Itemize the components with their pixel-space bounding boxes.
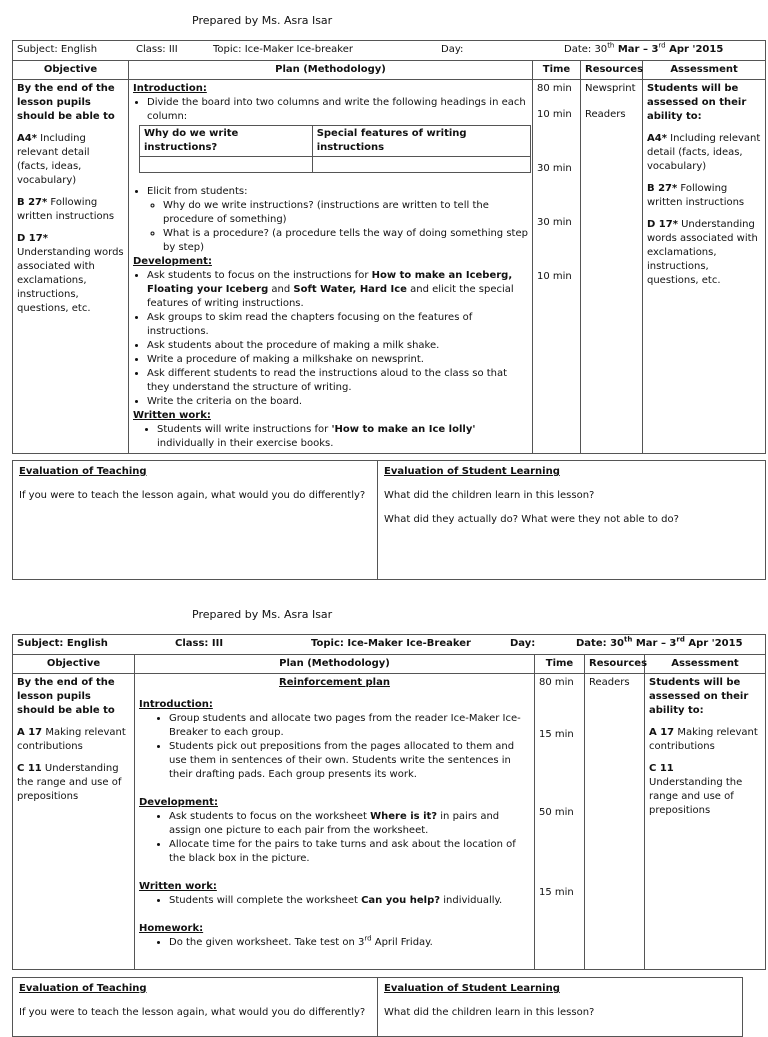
objective-cell [13,80,129,454]
col-assessment: Assessment [645,655,766,674]
time-value: 10 min [537,271,572,282]
time-cell [535,674,585,970]
topic-label: Topic: Ice-Maker Ice-breaker [213,44,353,55]
list-item: • Group students and allocate two pages from the reader Ice-Maker Ice-Breaker to each group. [169,712,530,740]
evaluation-teaching-question: If you were to teach the lesson again, what would you do differently? [19,1007,366,1018]
section-heading: Written work: [133,410,211,421]
class-label: Class: III [175,638,224,649]
time-value: 30 min [537,217,572,228]
subject-label: Subject: English [17,44,98,55]
col-resources: Resources [581,61,643,80]
date-label: Date: 30th Mar – 3rd Apr '2015 [564,41,724,55]
col-time: Time [535,655,585,674]
col-plan: Plan (Methodology) [135,655,535,674]
objective-cell [13,674,135,970]
col-objective: Objective [13,655,135,674]
day-label: Day: [441,44,464,55]
list-item: • Students pick out prepositions from the pages allocated to them and use them in sentences of their own. Students write the sentences in their drafting pads. Each group presents its work. [169,740,530,782]
list-item: • Ask students to focus on the worksheet Where is it? in pairs and assign one picture to each pair from the worksheet. [169,810,530,838]
time-value: 80 min [537,83,572,94]
col-assessment: Assessment [643,61,766,80]
time-value: 10 min [537,109,572,120]
evaluation-teaching-title: Evaluation of Teaching [19,983,147,994]
list-item: • Ask students about the procedure of making a milk shake. [147,339,528,353]
heading-why: Why do we write instructions? [140,126,313,157]
heading-features: Special features of writing instructions [312,126,530,157]
time-value: 15 min [539,887,574,898]
plan-title: Reinforcement plan [279,677,390,688]
prepared-by-1: Prepared by Ms. Asra Isar [192,14,333,27]
objective-item: B 27* Following written instructions [17,197,115,222]
class-label: Class: III [136,44,178,55]
list-item: • Write a procedure of making a milkshake on newsprint. [147,353,528,367]
list-item: • Ask students to focus on the instructions for How to make an Iceberg, Floating your Iceberg and Soft Water, Hard Ice and elicit the special features of writing instructions. [147,269,528,311]
col-plan: Plan (Methodology) [129,61,533,80]
assessment-intro: Students will be assessed on their ability to: [647,83,747,122]
objective-intro: By the end of the lesson pupils should be able to [17,83,115,122]
column-header-row [13,61,766,80]
assessment-item: C 11 Understanding the range and use of prepositions [649,763,743,816]
objective-item: A4* Including relevant detail (facts, ideas, vocabulary) [17,133,90,186]
assessment-cell [645,674,766,970]
list-item: ◦ Why do we write instructions? (instructions are written to tell the procedure of something) [163,199,528,227]
evaluation-teaching-title: Evaluation of Teaching [19,466,147,477]
lesson-body-row [13,80,766,454]
resources-cell [581,80,643,454]
section-heading: Introduction: [139,699,213,710]
time-value: 15 min [539,729,574,740]
list-item: • Allocate time for the pairs to take turns and ask about the location of the black box in the picture. [169,838,530,866]
time-value: 50 min [539,807,574,818]
evaluation-table-1 [12,460,766,580]
section-heading: Homework: [139,923,204,934]
date-label: Date: 30th Mar – 3rd Apr '2015 [576,635,743,649]
evaluation-learning-title: Evaluation of Student Learning [384,466,560,477]
objective-item: A 17 Making relevant contributions [17,727,126,752]
instruction-headings-table [139,125,531,173]
list-item: • Students will complete the worksheet Can you help? individually. [169,894,530,908]
assessment-cell [643,80,766,454]
evaluation-learning-question: What did the children learn in this lesson? [384,490,595,501]
resources-cell [585,674,645,970]
time-cell [533,80,581,454]
evaluation-teaching-question: If you were to teach the lesson again, what would you do differently? [19,490,366,501]
section-heading: Development: [139,797,218,808]
topic-label: Topic: Ice-Maker Ice-Breaker [311,638,471,649]
section-heading: Written work: [139,881,217,892]
day-label: Day: [510,638,536,649]
assessment-item: B 27* Following written instructions [647,183,745,208]
resource-item: Newsprint [585,83,636,94]
list-item: • Ask groups to skim read the chapters focusing on the features of instructions. [147,311,528,339]
plan-cell [135,674,535,970]
time-value: 80 min [539,677,574,688]
objective-item: C 11 Understanding the range and use of prepositions [17,763,122,802]
assessment-item: D 17* Understanding words associated with exclamations, instructions, questions, etc. [647,219,758,286]
evaluation-learning-title: Evaluation of Student Learning [384,983,560,994]
section-heading: Development: [133,256,212,267]
assessment-item: A4* Including relevant detail (facts, ideas, vocabulary) [647,133,761,172]
list-item: • Students will write instructions for 'How to make an Ice lolly' individually in their exercise books. [157,423,528,451]
evaluation-teaching [13,461,378,580]
resource-item: Readers [585,109,626,120]
lesson-plan-table-2 [12,634,766,970]
lesson-body-row [13,674,766,970]
lesson-header-row [13,635,766,655]
col-time: Time [533,61,581,80]
list-item: • Elicit from students: [147,185,528,199]
objective-item: D 17* Understanding words associated with exclamations, instructions, questions, etc. [17,233,124,314]
assessment-item: A 17 Making relevant contributions [649,727,758,752]
lesson-header-row [13,41,766,61]
time-value: 30 min [537,163,572,174]
col-objective: Objective [13,61,129,80]
evaluation-teaching [13,978,378,1037]
list-item: • Write the criteria on the board. [147,395,528,409]
col-resources: Resources [585,655,645,674]
plan-cell [129,80,533,454]
evaluation-table-2 [12,977,743,1037]
section-heading: Introduction: [133,83,207,94]
list-item: • Do the given worksheet. Take test on 3rd April Friday. [169,936,530,950]
evaluation-learning [378,978,743,1037]
resource-item: Readers [589,677,630,688]
objective-intro: By the end of the lesson pupils should be able to [17,677,115,716]
column-header-row [13,655,766,674]
subject-label: Subject: English [17,638,108,649]
list-item: • Ask different students to read the instructions aloud to the class so that they understand the structure of writing. [147,367,528,395]
list-item: • Divide the board into two columns and write the following headings in each column: [147,96,528,124]
assessment-intro: Students will be assessed on their ability to: [649,677,749,716]
prepared-by-2: Prepared by Ms. Asra Isar [192,608,333,621]
evaluation-learning-question: What did they actually do? What were they not able to do? [384,514,679,525]
list-item: ◦ What is a procedure? (a procedure tells the way of doing something step by step) [163,227,528,255]
evaluation-learning [378,461,766,580]
evaluation-learning-question: What did the children learn in this lesson? [384,1007,595,1018]
lesson-plan-table-1 [12,40,766,454]
